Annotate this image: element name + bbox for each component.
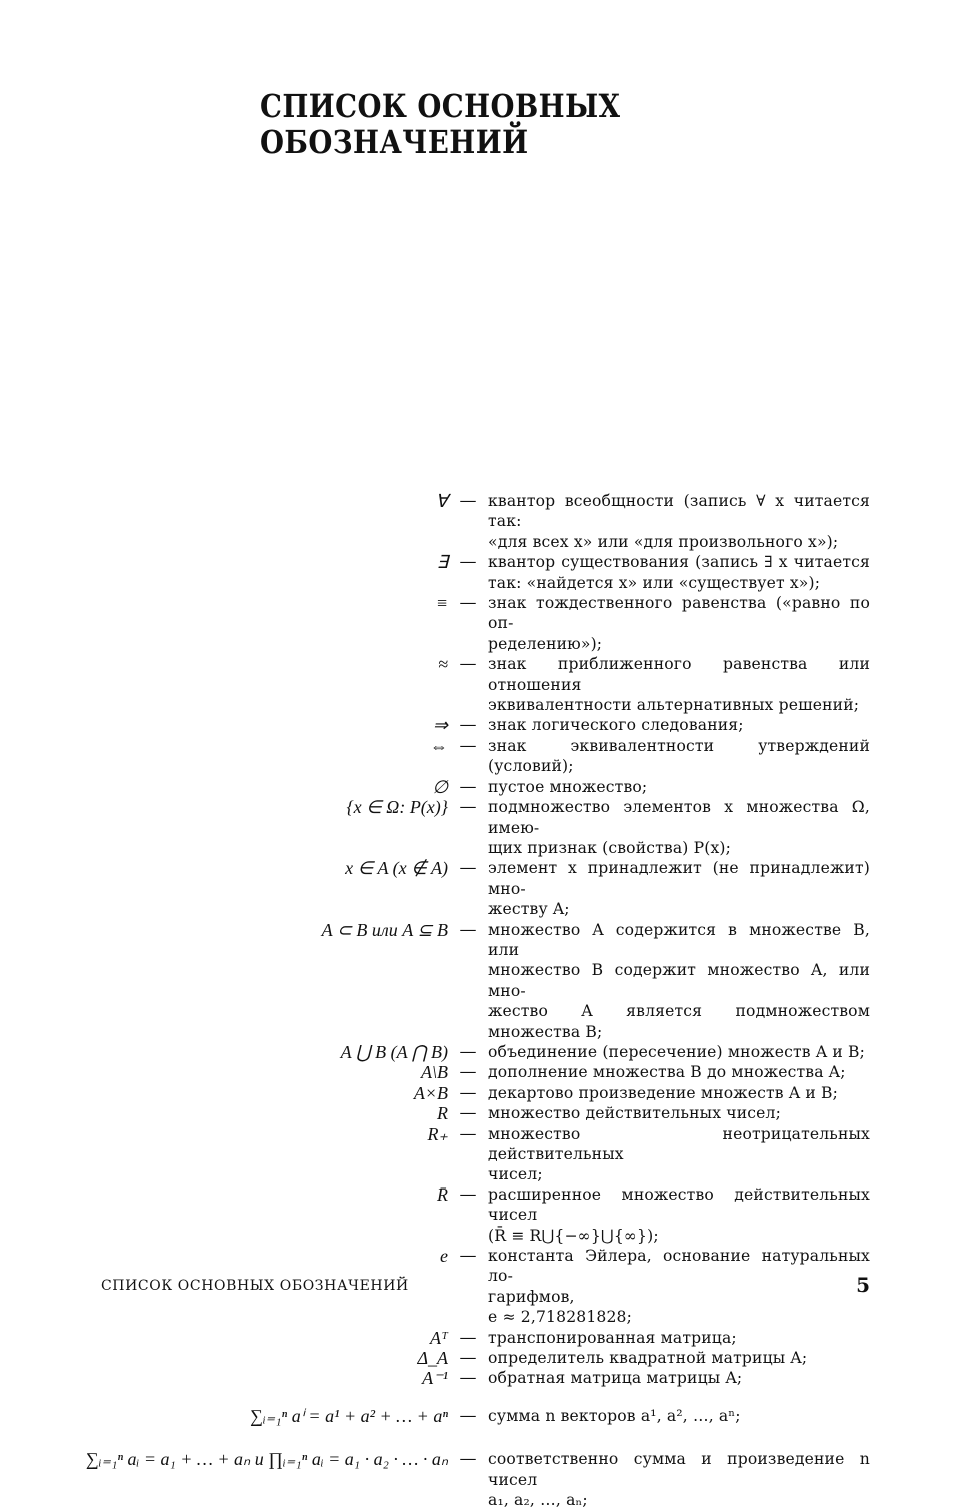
description-line: знак тождественного равенства («равно по оп- <box>488 594 870 633</box>
notation-description <box>488 1348 870 1368</box>
description-line: e ≈ 2,718281828; <box>488 1308 633 1327</box>
notation-symbol: ∑ᵢ₌₁ⁿ aᵢ = a₁ + … + aₙ и ∏ᵢ₌₁ⁿ aᵢ = a₁ · a₂ · … · aₙ <box>85 1449 448 1470</box>
notation-symbol: ∅ <box>432 776 448 797</box>
notation-description <box>488 552 870 593</box>
notation-symbol: A⁻¹ <box>422 1368 448 1389</box>
notation-symbol: ≈ <box>438 654 448 675</box>
notation-row <box>60 736 870 777</box>
page-number: 5 <box>856 1273 870 1297</box>
description-line: множество действительных чисел; <box>488 1104 782 1123</box>
em-dash: — <box>459 1368 477 1389</box>
em-dash: — <box>459 1123 477 1144</box>
notation-symbol: {x ∈ Ω: P(x)} <box>346 797 448 818</box>
running-footer-title: СПИСОК ОСНОВНЫХ ОБОЗНАЧЕНИЙ <box>101 1278 409 1294</box>
notation-description <box>488 1328 870 1348</box>
notation-row <box>60 797 870 858</box>
description-line: множество B содержит множество A, или мно- <box>488 961 870 1000</box>
notation-row <box>60 858 870 919</box>
notation-row <box>60 1083 870 1103</box>
em-dash: — <box>459 1082 477 1103</box>
notation-row <box>60 1348 870 1368</box>
notation-description <box>488 1246 870 1328</box>
em-dash: — <box>459 797 477 818</box>
description-line: транспонированная матрица; <box>488 1328 737 1347</box>
description-line: так: «найдется x» или «существует x»); <box>488 573 821 592</box>
description-line: элемент x принадлежит (не принадлежит) мно- <box>488 859 870 898</box>
notation-description <box>488 797 870 858</box>
description-line: жество A является подмножеством множества B; <box>488 1002 870 1041</box>
notation-description <box>488 1042 870 1062</box>
notation-symbol: R <box>437 1103 448 1124</box>
notation-description <box>488 1124 870 1185</box>
description-line: пустое множество; <box>488 777 648 796</box>
em-dash: — <box>459 735 477 756</box>
em-dash: — <box>459 1103 477 1124</box>
notation-description <box>488 1397 870 1426</box>
description-line: гарифмов, <box>488 1287 575 1306</box>
description-line: объединение (пересечение) множеств A и B; <box>488 1042 865 1061</box>
notation-symbol: R̄ <box>437 1184 448 1205</box>
notation-symbol: A ⋃ B (A ⋂ B) <box>340 1041 448 1062</box>
notation-description <box>488 736 870 777</box>
description-line: константа Эйлера, основание натуральных ло- <box>488 1247 870 1286</box>
description-line: (R̄ ≡ R⋃{−∞}⋃{∞}); <box>488 1226 659 1245</box>
notation-row <box>60 715 870 735</box>
notation-description <box>488 777 870 797</box>
notation-row <box>60 1440 870 1510</box>
em-dash: — <box>459 491 477 511</box>
notation-symbol: A ⊂ B или A ⊆ B <box>321 919 448 940</box>
description-line: множество неотрицательных действительных <box>488 1124 870 1163</box>
em-dash: — <box>459 1348 477 1369</box>
notation-symbol: ∀ <box>435 491 448 511</box>
em-dash: — <box>459 1327 477 1348</box>
notation-description <box>488 1440 870 1510</box>
notation-symbol: Δ_A <box>417 1348 448 1369</box>
notation-symbol: e <box>440 1246 448 1267</box>
description-line: знак эквивалентности утверждений (условий); <box>488 736 870 776</box>
description-line: подмножество элементов x множества Ω, имею- <box>488 798 870 837</box>
description-line: щих признак (свойства) P(x); <box>488 838 732 857</box>
description-line: эквивалентности альтернативных решений; <box>488 696 860 715</box>
em-dash: — <box>459 1062 477 1083</box>
notation-symbol: A×B <box>413 1082 448 1103</box>
notation-row <box>60 1103 870 1123</box>
notation-row <box>60 1062 870 1082</box>
description-line: жеству A; <box>488 900 570 919</box>
notation-row <box>60 1328 870 1348</box>
em-dash: — <box>459 1405 477 1426</box>
description-line: a₁, a₂, …, aₙ; <box>488 1491 588 1510</box>
notation-description <box>488 1103 870 1123</box>
em-dash: — <box>459 1184 477 1205</box>
notation-row <box>60 1185 870 1246</box>
notation-list <box>60 491 870 1511</box>
description-line: сумма n векторов a¹, a², …, aⁿ; <box>488 1406 741 1425</box>
description-line: знак логического следования; <box>488 716 744 735</box>
notation-description <box>488 1062 870 1082</box>
description-line: соответственно сумма и произведение n чисел <box>488 1450 870 1489</box>
notation-row <box>60 491 870 552</box>
title-line-2: ОБОЗНАЧЕНИЙ <box>260 123 529 161</box>
description-line: «для всех x» или «для произвольного x»); <box>488 532 839 551</box>
notation-row <box>60 1042 870 1062</box>
notation-symbol: Aᵀ <box>430 1327 448 1348</box>
description-line: расширенное множество действительных чисел <box>488 1185 870 1225</box>
notation-symbol: ∑ᵢ₌₁ⁿ aⁱ = a¹ + a² + … + aⁿ <box>250 1405 448 1426</box>
notation-row <box>60 1124 870 1185</box>
em-dash: — <box>459 715 477 736</box>
em-dash: — <box>459 552 477 573</box>
notation-symbol: ∃ <box>436 552 448 573</box>
notation-description <box>488 593 870 654</box>
description-line: множество A содержится в множестве B, или <box>488 920 870 959</box>
notation-symbol: ⇔ <box>430 735 448 756</box>
notation-description <box>488 491 870 552</box>
notation-description <box>488 715 870 735</box>
notation-description <box>488 1185 870 1246</box>
em-dash: — <box>459 858 477 879</box>
notation-symbol: x ∈ A (x ∉ A) <box>345 858 448 879</box>
notation-row <box>60 593 870 654</box>
page-title <box>260 88 620 160</box>
description-line: ределению»); <box>488 634 603 653</box>
notation-symbol: A\B <box>421 1062 448 1083</box>
notation-row <box>60 552 870 593</box>
notation-symbol: R₊ <box>427 1123 448 1144</box>
description-line: дополнение множества B до множества A; <box>488 1063 846 1082</box>
description-line: декартово произведение множеств A и B; <box>488 1083 839 1102</box>
em-dash: — <box>459 1449 477 1470</box>
notation-description <box>488 858 870 919</box>
title-line-1: СПИСОК ОСНОВНЫХ <box>260 87 621 125</box>
em-dash: — <box>459 1041 477 1062</box>
notation-row <box>60 777 870 797</box>
em-dash: — <box>459 919 477 940</box>
em-dash: — <box>459 593 477 614</box>
description-line: квантор существования (запись ∃ x читается <box>488 553 870 572</box>
description-line: обратная матрица матрицы A; <box>488 1369 743 1388</box>
notation-row <box>60 654 870 715</box>
notation-symbol: ≡ <box>435 593 448 614</box>
em-dash: — <box>459 1246 477 1267</box>
description-line: чисел; <box>488 1165 543 1184</box>
description-line: знак приближенного равенства или отношения <box>488 655 870 694</box>
description-line: квантор всеобщности (запись ∀ x читается так: <box>488 492 870 531</box>
em-dash: — <box>459 654 477 675</box>
em-dash: — <box>459 776 477 797</box>
notation-description <box>488 654 870 715</box>
notation-description <box>488 1368 870 1388</box>
description-line: определитель квадратной матрицы A; <box>488 1349 808 1368</box>
notation-symbol: ⇒ <box>432 715 448 736</box>
notation-description <box>488 920 870 1042</box>
notation-row <box>60 1397 870 1426</box>
notation-row <box>60 1368 870 1388</box>
notation-description <box>488 1083 870 1103</box>
notation-row <box>60 920 870 1042</box>
